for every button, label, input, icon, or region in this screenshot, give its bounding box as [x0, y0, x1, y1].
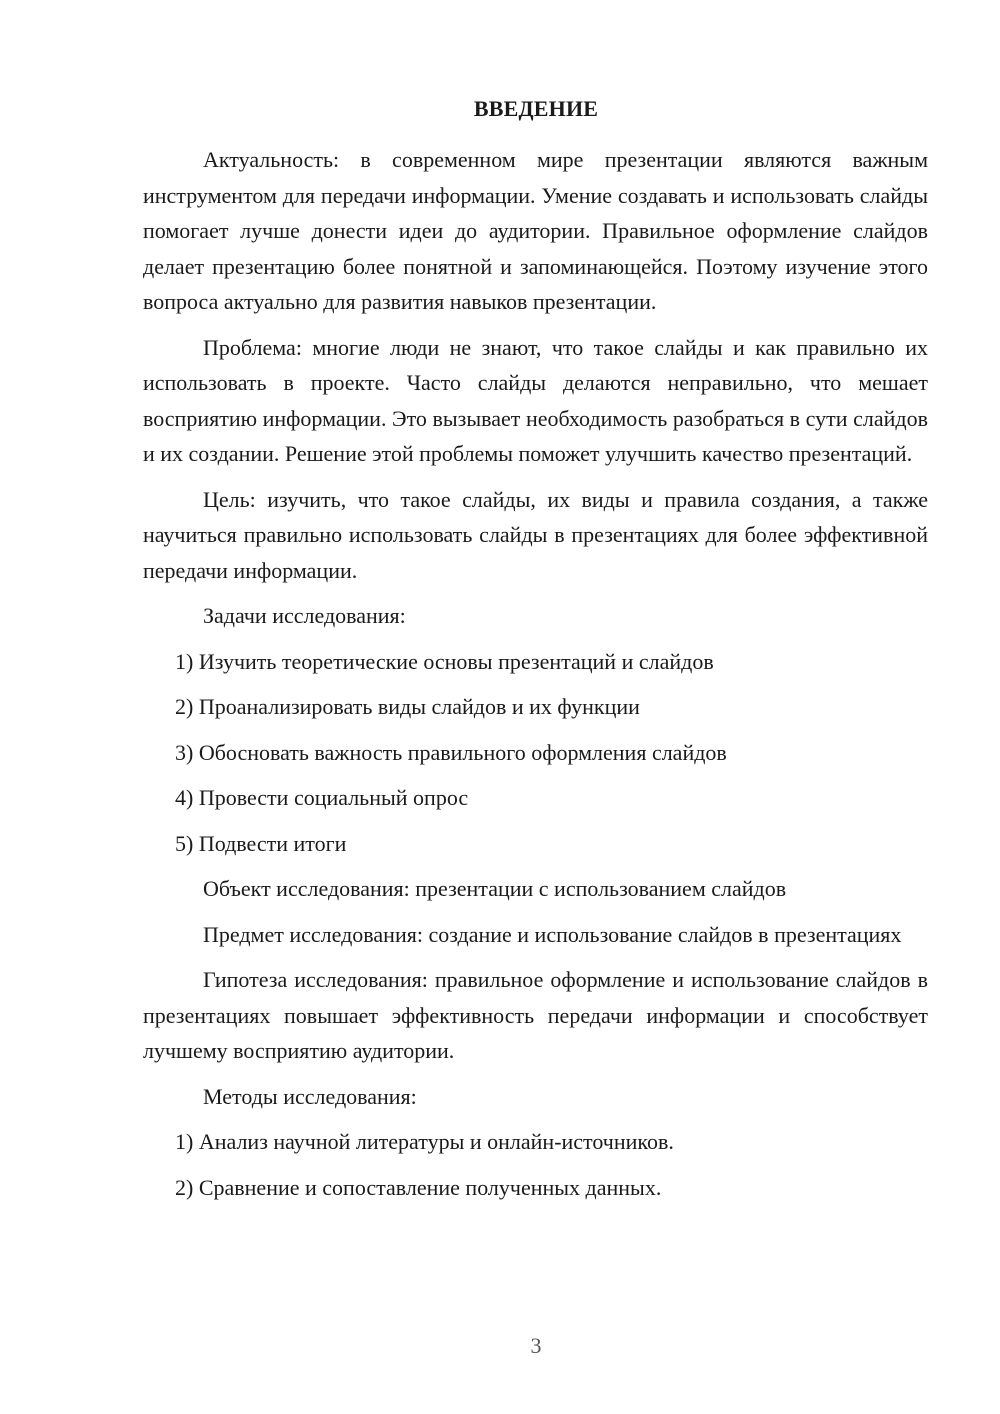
- page-body: [143, 142, 928, 1215]
- task-item: 1) Изучить теоретические основы презентаций и слайдов: [175, 648, 714, 674]
- methods-list: [143, 1124, 928, 1205]
- problem-paragraph: Проблема: многие люди не знают, что такое слайды и как правильно их использовать в проекте. Часто слайды делаются неправильно, что мешает восприятию информации. Это вызывает необходимость разобраться в сути слайдов и их создании. Решение этой проблемы поможет улучшить качество презентаций.: [143, 334, 928, 466]
- task-item: 3) Обосновать важность правильного оформления слайдов: [175, 739, 727, 765]
- method-item: 1) Анализ научной литературы и онлайн-источников.: [175, 1129, 674, 1154]
- methods-label: Методы исследования:: [203, 1083, 417, 1109]
- tasks-list: [143, 644, 928, 862]
- task-item: 5) Подвести итоги: [175, 830, 347, 856]
- section-heading: ВВЕДЕНИЕ: [473, 96, 599, 121]
- method-item: 2) Сравнение и сопоставление полученных данных.: [175, 1174, 662, 1200]
- tasks-label: Задачи исследования:: [203, 603, 406, 628]
- goal-paragraph: Цель: изучить, что такое слайды, их виды и правила создания, а также научиться правильно использовать слайды в презентациях для более эффективной передачи информации.: [143, 486, 928, 583]
- relevance-paragraph: Актуальность: в современном мире презентации являются важным инструментом для передачи информации. Умение создавать и использовать слайды помогает лучше донести идеи до аудитории. Правильное оформление слайдов делает презентацию более понятной и запоминающейся. Поэтому изучение этого вопроса актуально для развития навыков презентации.: [143, 147, 928, 314]
- task-item: 2) Проанализировать виды слайдов и их функции: [175, 694, 640, 719]
- page-number: 3: [530, 1333, 542, 1358]
- object-line: Объект исследования: презентации с использованием слайдов: [203, 876, 787, 901]
- subject-paragraph: Предмет исследования: создание и использование слайдов в презентациях: [203, 921, 902, 947]
- hypothesis-paragraph: Гипотеза исследования: правильное оформление и использование слайдов в презентациях повышает эффективность передачи информации и способствует лучшему восприятию аудитории.: [143, 967, 928, 1063]
- task-item: 4) Провести социальный опрос: [175, 785, 469, 810]
